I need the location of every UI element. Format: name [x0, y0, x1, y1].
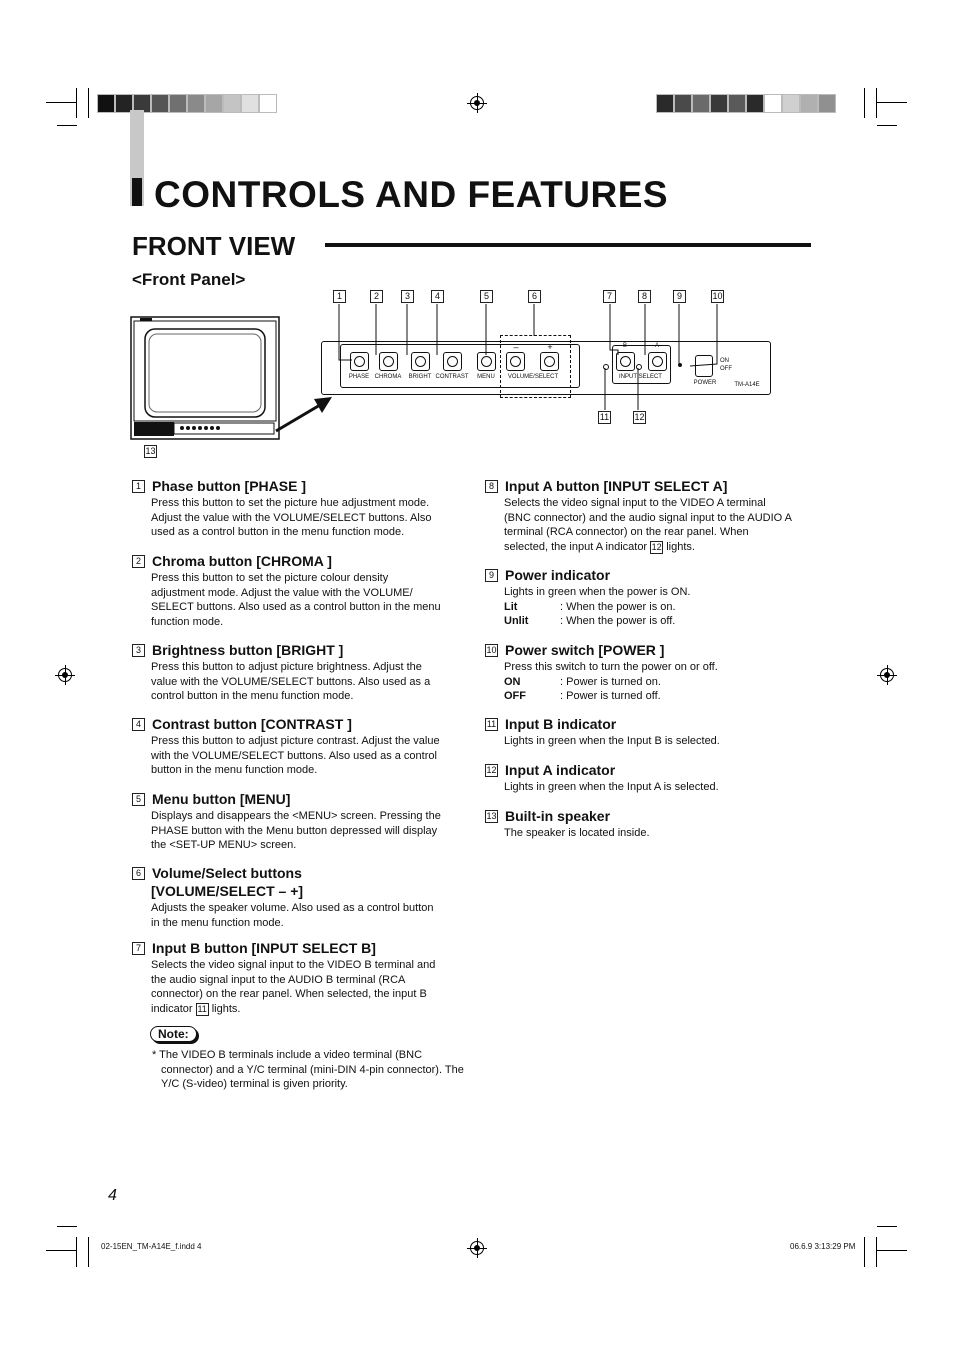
state-key: ON: [504, 675, 521, 688]
item-heading: Input A indicator: [505, 762, 616, 778]
item-heading-line2: [VOLUME/SELECT – +]: [151, 883, 304, 899]
item-power-indicator: [485, 567, 795, 629]
item-brightness-button: [132, 642, 442, 704]
note-text: * The VIDEO B terminals include a video terminal (BNC connector) and a Y/C terminal (mini-DIN 4-pin connector). The Y/C (S-video) terminal is given priority.: [152, 1049, 464, 1090]
footer-file: 02-15EN_TM-A14E_f.indd 4: [101, 1242, 202, 1251]
state-key: OFF: [504, 690, 526, 702]
item-heading: Phase button [PHASE ]: [152, 478, 307, 494]
callout-1: 1: [333, 290, 346, 303]
crop-mark: [46, 102, 76, 103]
color-bar-left: [97, 94, 277, 113]
plus-label: +: [547, 342, 553, 352]
state-value: : When the power is on.: [560, 600, 676, 613]
color-swatch: [764, 94, 782, 113]
callout-9: 9: [673, 290, 686, 303]
crop-mark: [88, 88, 89, 118]
crop-mark: [864, 1237, 865, 1267]
color-swatch: [223, 94, 241, 113]
state-value: : Power is turned on.: [560, 675, 661, 688]
registration-mark: [880, 668, 894, 682]
item-volume-select-buttons: [132, 865, 442, 930]
color-swatch: [728, 94, 746, 113]
crop-mark: [46, 1250, 76, 1251]
crop-mark: [57, 125, 77, 126]
color-swatch: [692, 94, 710, 113]
crop-mark: [88, 1237, 89, 1267]
color-bar-right: [656, 94, 836, 113]
note-label: Note:: [150, 1026, 197, 1042]
b-label: B: [622, 343, 627, 349]
registration-mark: [470, 1241, 484, 1255]
item-number: 12: [486, 765, 497, 775]
item-body: Selects the video signal input to the VIDEO A terminal (BNC connector) and the audio signal input to the AUDIO A terminal (RCA connector) on the rear panel. When selected, the input A indicator: [504, 497, 792, 553]
page-title: CONTROLS AND FEATURES: [132, 174, 668, 216]
item-body: Press this button to set the picture colour density adjustment mode. Adjust the value with the VOLUME/ SELECT buttons. Also used as a control button in the menu function mode.: [151, 572, 441, 628]
item-heading: Input B indicator: [505, 716, 617, 732]
callout-13: 13: [145, 446, 156, 456]
item-phase-button: [132, 478, 442, 540]
crop-mark: [76, 88, 77, 118]
volume-select-label: VOLUME/SELECT: [507, 374, 559, 380]
callout-11: 11: [599, 412, 610, 422]
callout-2: 2: [370, 290, 383, 303]
color-swatch: [259, 94, 277, 113]
crop-mark: [57, 1226, 77, 1227]
callout-7: 7: [603, 290, 616, 303]
item-body: Press this button to set the picture hue adjustment mode. Adjust the value with the VOLUME/SELECT buttons. Also used as a control button in the menu function mode.: [151, 497, 432, 538]
bright-label: BRIGHT: [408, 374, 432, 380]
item-number: 13: [486, 811, 497, 821]
item-chroma-button: [132, 553, 442, 629]
item-input-b-indicator: [485, 716, 795, 749]
color-swatch: [674, 94, 692, 113]
crop-mark: [864, 88, 865, 118]
crop-mark: [76, 1237, 77, 1267]
item-body: Lights in green when the power is ON.: [504, 586, 691, 598]
minus-label: –: [513, 342, 519, 352]
model-label: TM-A14E: [734, 382, 760, 388]
callout-5: 5: [480, 290, 493, 303]
item-heading: Volume/Select buttons: [152, 865, 302, 881]
item-body: Press this switch to turn the power on or off.: [504, 661, 718, 673]
on-label: ON: [720, 358, 729, 364]
state-key: Lit: [504, 600, 518, 613]
state-value: : Power is turned off.: [560, 690, 661, 702]
crop-mark: [877, 125, 897, 126]
item-number: 6: [132, 867, 145, 880]
registration-mark: [470, 96, 484, 110]
color-swatch: [151, 94, 169, 113]
registration-mark: [58, 668, 72, 682]
item-heading: Chroma button [CHROMA ]: [152, 553, 332, 569]
contrast-label: CONTRAST: [435, 374, 469, 380]
state-key: Unlit: [504, 615, 529, 627]
item-body: Selects the video signal input to the VIDEO B terminal and the audio signal input to the AUDIO B terminal (RCA connector) on the rear panel. When selected, the input B indicator: [151, 959, 436, 1015]
item-number: 9: [485, 569, 498, 582]
item-heading: Built-in speaker: [505, 808, 611, 824]
color-swatch: [782, 94, 800, 113]
color-swatch: [818, 94, 836, 113]
item-number: 7: [132, 942, 145, 955]
crop-mark: [877, 1250, 907, 1251]
section-rule: [325, 243, 811, 247]
item-contrast-button: [132, 716, 442, 778]
color-swatch: [710, 94, 728, 113]
callout-3: 3: [401, 290, 414, 303]
item-body: Lights in green when the Input B is selected.: [504, 735, 720, 747]
item-built-in-speaker: [485, 808, 795, 841]
item-ref: 11: [197, 1003, 207, 1014]
item-input-b-button: [132, 940, 442, 1016]
item-body: Displays and disappears the <MENU> screen. Pressing the PHASE button with the Menu button depressed will display the <SET-UP MENU> screen.: [151, 810, 441, 851]
footer-timestamp: 06.6.9 3:13:29 PM: [790, 1242, 856, 1251]
item-body: Adjusts the speaker volume. Also used as a control button in the menu function mode.: [151, 902, 434, 929]
item-number: 2: [132, 555, 145, 568]
item-number: 8: [485, 480, 498, 493]
color-swatch: [241, 94, 259, 113]
item-ref: 12: [651, 541, 662, 552]
callout-leaders: [320, 300, 740, 420]
state-row: [504, 675, 795, 690]
item-body: Press this button to adjust picture contrast. Adjust the value with the VOLUME/SELECT buttons. Also used as a control button in the menu function mode.: [151, 735, 440, 776]
section-heading: FRONT VIEW: [132, 231, 296, 261]
item-input-a-indicator: [485, 762, 795, 795]
item-body-end: lights.: [666, 540, 695, 553]
color-swatch: [169, 94, 187, 113]
monitor-illustration: [130, 316, 280, 440]
menu-label: MENU: [477, 374, 495, 380]
crop-mark: [877, 102, 907, 103]
color-swatch: [205, 94, 223, 113]
item-number: 10: [486, 645, 497, 655]
item-number: 3: [132, 644, 145, 657]
off-label: OFF: [720, 366, 732, 372]
note-box: [150, 1025, 197, 1043]
item-heading: Input A button [INPUT SELECT A]: [505, 478, 728, 494]
item-heading: Power indicator: [505, 567, 611, 583]
page-number: 4: [108, 1187, 117, 1204]
callout-8: 8: [638, 290, 651, 303]
callout-6: 6: [528, 290, 541, 303]
item-heading: Brightness button [BRIGHT ]: [152, 642, 344, 658]
subsection-heading: <Front Panel>: [132, 270, 246, 289]
item-input-a-button: [485, 478, 795, 554]
color-swatch: [746, 94, 764, 113]
state-value: : When the power is off.: [560, 615, 676, 627]
callout-4: 4: [431, 290, 444, 303]
crop-mark: [877, 1226, 897, 1227]
state-row: [504, 614, 795, 629]
item-body: Press this button to adjust picture brightness. Adjust the value with the VOLUME/SELECT buttons. Also used as a control button in the menu function mode.: [151, 661, 431, 702]
item-body-end: lights.: [211, 1002, 241, 1015]
crop-mark: [876, 88, 877, 118]
state-row: [504, 689, 795, 704]
item-heading: Input B button [INPUT SELECT B]: [152, 940, 376, 956]
power-label: POWER: [693, 380, 717, 386]
callout-12: 12: [634, 412, 645, 422]
item-power-switch: [485, 642, 795, 704]
item-number: 5: [132, 793, 145, 806]
item-heading: Power switch [POWER ]: [505, 642, 665, 658]
monitor-drawing: [130, 316, 280, 440]
item-menu-button: [132, 791, 442, 853]
color-swatch: [800, 94, 818, 113]
item-heading: Menu button [MENU]: [152, 791, 291, 807]
input-select-label: INPUT SELECT: [619, 374, 662, 380]
item-number: 1: [132, 480, 145, 493]
item-number: 4: [132, 718, 145, 731]
phase-label: PHASE: [348, 374, 370, 380]
item-heading: Contrast button [CONTRAST ]: [152, 716, 352, 732]
item-body: Lights in green when the Input A is selected.: [504, 781, 719, 793]
color-swatch: [97, 94, 115, 113]
color-swatch: [656, 94, 674, 113]
callout-10: 10: [712, 291, 723, 301]
color-swatch: [187, 94, 205, 113]
item-body: The speaker is located inside.: [504, 827, 650, 839]
a-label: A: [654, 343, 659, 349]
item-number: 11: [486, 719, 497, 729]
state-row: [504, 600, 795, 615]
crop-mark: [876, 1237, 877, 1267]
chroma-label: CHROMA: [374, 374, 402, 380]
